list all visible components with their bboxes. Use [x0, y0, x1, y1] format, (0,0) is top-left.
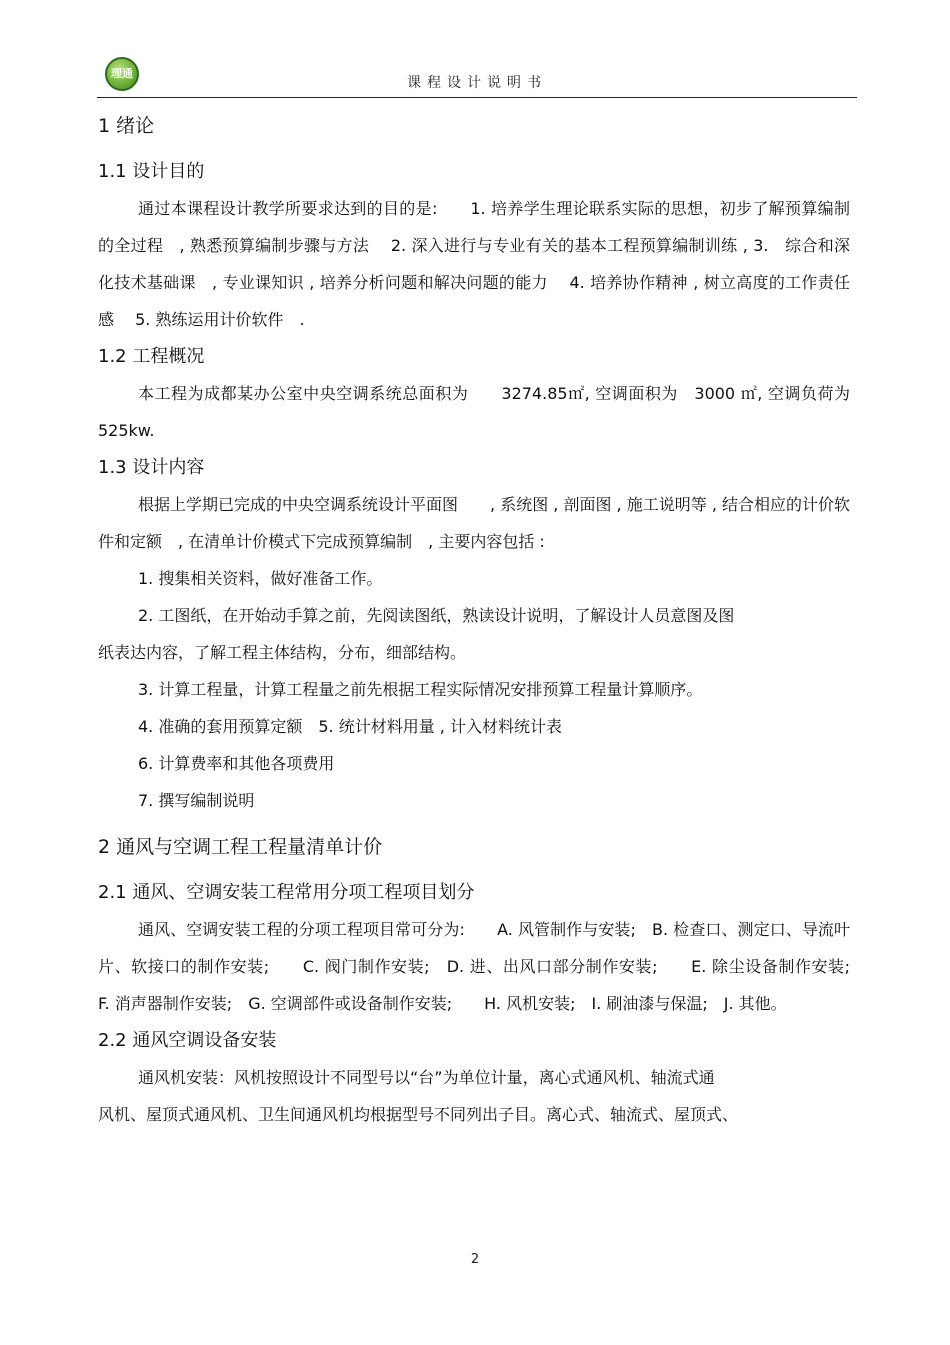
- heading-1-2: 1.2 工程概况: [98, 346, 205, 367]
- paragraph-design-purpose: 通过本课程设计教学所要求达到的目的是: 1. 培养学生理论联系实际的思想，初步了解预算编制的全过程 , 熟悉预算编制步骤与方法 2. 深入进行与专业有关的基本工程预算编制训练 , 3. 综合和深化技术基础课 , 专业课知识 , 培养分析问题和解决问题的能力 4. 培养协作精神 , 树立高度的工作责任感 5. 熟练运用计价软件 .: [98, 199, 850, 329]
- list-item: 3. 计算工程量，计算工程量之前先根据工程实际情况安排预算工程量计算顺序。: [138, 680, 703, 699]
- list-item: 1. 搜集相关资料，做好准备工作。: [138, 569, 383, 588]
- list-item: 7. 撰写编制说明: [138, 791, 255, 810]
- list-item: 6. 计算费率和其他各项费用: [138, 754, 335, 773]
- list-item-continuation: 纸表达内容，了解工程主体结构，分布，细部结构。: [98, 643, 467, 662]
- paragraph-project-overview: 本工程为成都某办公室中央空调系统总面积为 3274.85㎡, 空调面积为 3000 ㎡, 空调负荷为 525kw.: [98, 384, 850, 440]
- heading-1-1: 1.1 设计目的: [98, 161, 205, 182]
- page-number: 2: [470, 1252, 480, 1267]
- document-body: [98, 108, 867, 1133]
- school-logo-icon: 理通: [105, 57, 139, 91]
- heading-1-3: 1.3 设计内容: [98, 457, 205, 478]
- heading-2-2: 2.2 通风空调设备安装: [98, 1030, 277, 1051]
- heading-1: 1 绪论: [98, 115, 155, 137]
- list-item: 4. 准确的套用预算定额 5. 统计材料用量 , 计入材料统计表: [138, 717, 562, 736]
- paragraph-item-division: 通风、空调安装工程的分项工程项目常可分为: A. 风管制作与安装; B. 检查口、测定口、导流叶片、软接口的制作安装; C. 阀门制作安装; D. 进、出风口部分制作安装; E. 除尘设备制作安装; F. 消声器制作安装; G. 空调部件或设备制作安装; H. 风机安装; I. 刷油漆与保温; J. 其他。: [98, 920, 867, 1013]
- page-header: [97, 55, 857, 98]
- paragraph-design-content: 根据上学期已完成的中央空调系统设计平面图 , 系统图 , 剖面图 , 施工说明等 , 结合相应的计价软件和定额 , 在清单计价模式下完成预算编制 , 主要内容包括 :: [98, 495, 850, 551]
- paragraph-fan-install-line: 通风机安装：风机按照设计不同型号以“台”为单位计量，离心式通风机、轴流式通: [138, 1068, 715, 1087]
- list-item: 2. 工图纸，在开始动手算之前，先阅读图纸，熟读设计说明，了解设计人员意图及图: [138, 606, 735, 625]
- heading-2-1: 2.1 通风、空调安装工程常用分项工程项目划分: [98, 882, 475, 903]
- header-title: 课程设计说明书: [407, 75, 547, 91]
- paragraph-fan-install-line: 风机、屋顶式通风机、卫生间通风机均根据型号不同列出子目。离心式、轴流式、屋顶式、: [98, 1105, 739, 1124]
- heading-2: 2 通风与空调工程工程量清单计价: [98, 836, 383, 858]
